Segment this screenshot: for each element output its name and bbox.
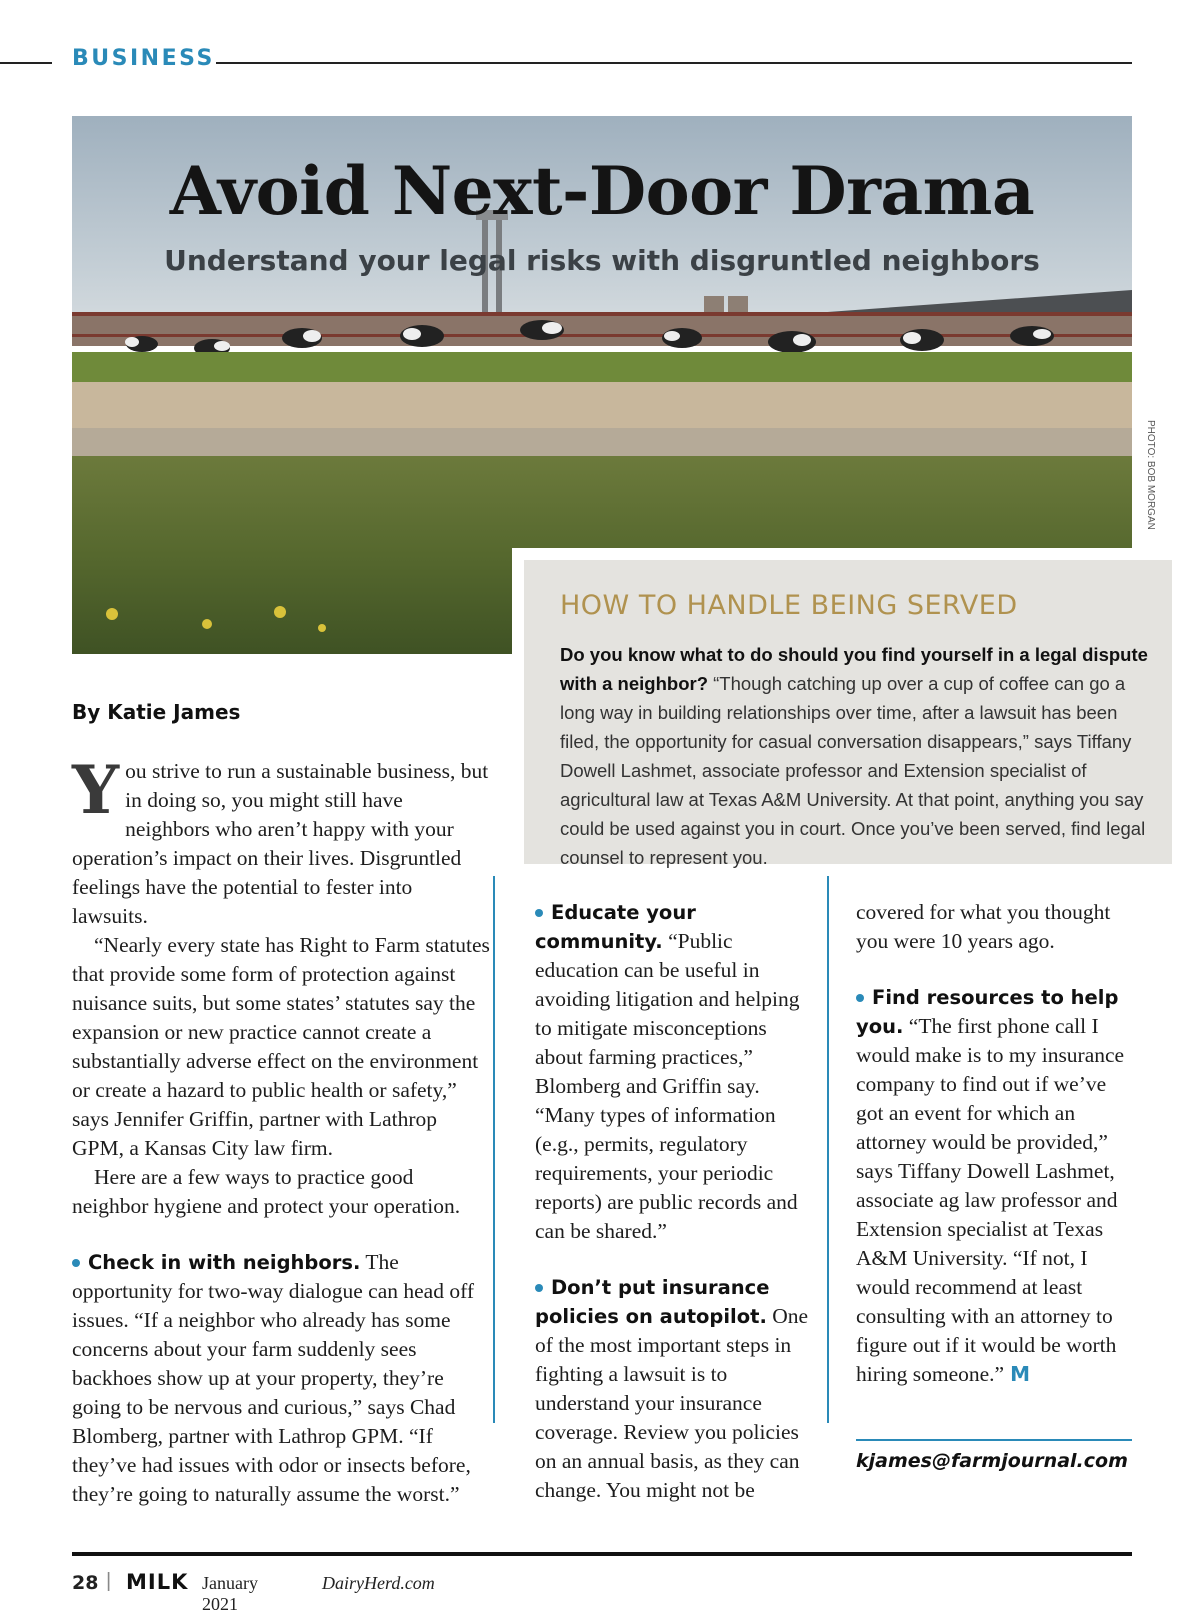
bullet-icon (856, 994, 864, 1002)
section-rule-left (0, 62, 52, 64)
section-label: BUSINESS (72, 46, 215, 71)
article-title: Avoid Next-Door Drama (169, 152, 1035, 230)
article-column-3 (856, 898, 1136, 1389)
article-column-1 (72, 751, 492, 1509)
email-rule (856, 1439, 1132, 1441)
bullet-icon (535, 1284, 543, 1292)
bullet-icon (72, 1259, 80, 1267)
tip-resources (856, 983, 1136, 1389)
section-header (0, 46, 1200, 76)
sidebar-body (560, 640, 1150, 872)
sidebar-box (512, 548, 1172, 868)
tip-lead: Educate your community. (535, 901, 696, 953)
intro-text: ou strive to run a sustainable business, but in doing so, you might still have neighbors who aren’t happy with your operation’s impact on their lives. Disgruntled feelings have the potential to fester into lawsuits. (72, 759, 489, 928)
article-subtitle: Understand your legal risks with disgruntled neighbors (164, 244, 1040, 277)
bullet-icon (535, 909, 543, 917)
column-divider (827, 876, 829, 1423)
tip-lead: Don’t put insurance policies on autopilot. (535, 1276, 770, 1328)
paragraph-3: Here are a few ways to practice good neighbor hygiene and protect your operation. (72, 1165, 461, 1218)
section-rule-right (216, 62, 1132, 64)
author-email[interactable]: kjames@farmjournal.com (856, 1450, 1128, 1472)
tip-check-in (72, 1248, 492, 1509)
tip-body: “The first phone call I would make is to my insurance company to find out if we’ve got an event for which an attorney would be provided,” says Tiffany Dowell Lashmet, associate ag law professor and Extension specialist at Texas A&M University. “If not, I would recommend at least consulting with an attorney to figure out if it would be worth hiring someone.” (856, 1014, 1125, 1386)
tip-lead: Check in with neighbors. (88, 1251, 361, 1274)
sidebar-heading: HOW TO HANDLE BEING SERVED (560, 590, 1018, 621)
tip-insurance-continued: covered for what you thought you were 10 years ago. (856, 900, 1111, 953)
tip-body: The opportunity for two-way dialogue can head off issues. “If a neighbor who already has some concerns about your farm suddenly sees backhoes show up at your property, they’re going to be nervous and curious,” says Chad Blomberg, partner with Lathrop GPM. “If they’ve had issues with odor or insects before, they’re going to naturally assume the worst.” (72, 1250, 475, 1506)
photo-credit: PHOTO: BOB MORGAN (1145, 420, 1156, 530)
footer-rule (72, 1552, 1132, 1556)
end-mark: M (1010, 1362, 1030, 1386)
website[interactable]: DairyHerd.com (322, 1573, 435, 1593)
byline: By Katie James (72, 700, 241, 724)
footer-separator: | (106, 1570, 112, 1592)
drop-cap: Y (72, 751, 120, 829)
intro-paragraph (72, 751, 492, 931)
paragraph-2: “Nearly every state has Right to Farm statutes that provide some form of protection against nuisance suits, but some states’ statutes say the expansion or new practice cannot create a substantially adverse effect on the environment or create a hazard to public health or safety,” says Jennifer Griffin, partner with Lathrop GPM, a Kansas City law firm. (72, 933, 490, 1160)
tip-lead: Find resources to help you. (856, 986, 1119, 1038)
sidebar-text: “Though catching up over a cup of coffee can go a long way in building relationships over time, after a lawsuit has been filed, the opportunity for casual conversation disappears,” says Tiffany Dowell Lashmet, associate professor and Extension specialist of agricultural law at Texas A&M University. At that point, anything you say could be used against you in court. Once you’ve been served, find legal counsel to represent you. (560, 673, 1146, 868)
article-column-2 (535, 898, 815, 1505)
tip-educate (535, 898, 815, 1246)
tip-body: One of the most important steps in fighting a lawsuit is to understand your insurance coverage. Review you policies on an annual basis, as they can change. You might not be (535, 1304, 809, 1502)
column-divider (493, 876, 495, 1423)
tip-insurance (535, 1273, 815, 1505)
page-number: 28 (72, 1572, 99, 1594)
tip-body: “Public education can be useful in avoiding litigation and helping to mitigate misconceptions about farming practices,” Blomberg and Griffin say. “Many types of information (e.g., permits, regulatory requirements, your periodic reports) are public records and can be shared.” (535, 929, 800, 1243)
sidebar-lead: Do you know what to do should you find yourself in a legal dispute with a neighbor? (560, 644, 1148, 694)
issue-date: January 2021 (202, 1573, 258, 1614)
magazine-logo: MILK (126, 1570, 189, 1594)
